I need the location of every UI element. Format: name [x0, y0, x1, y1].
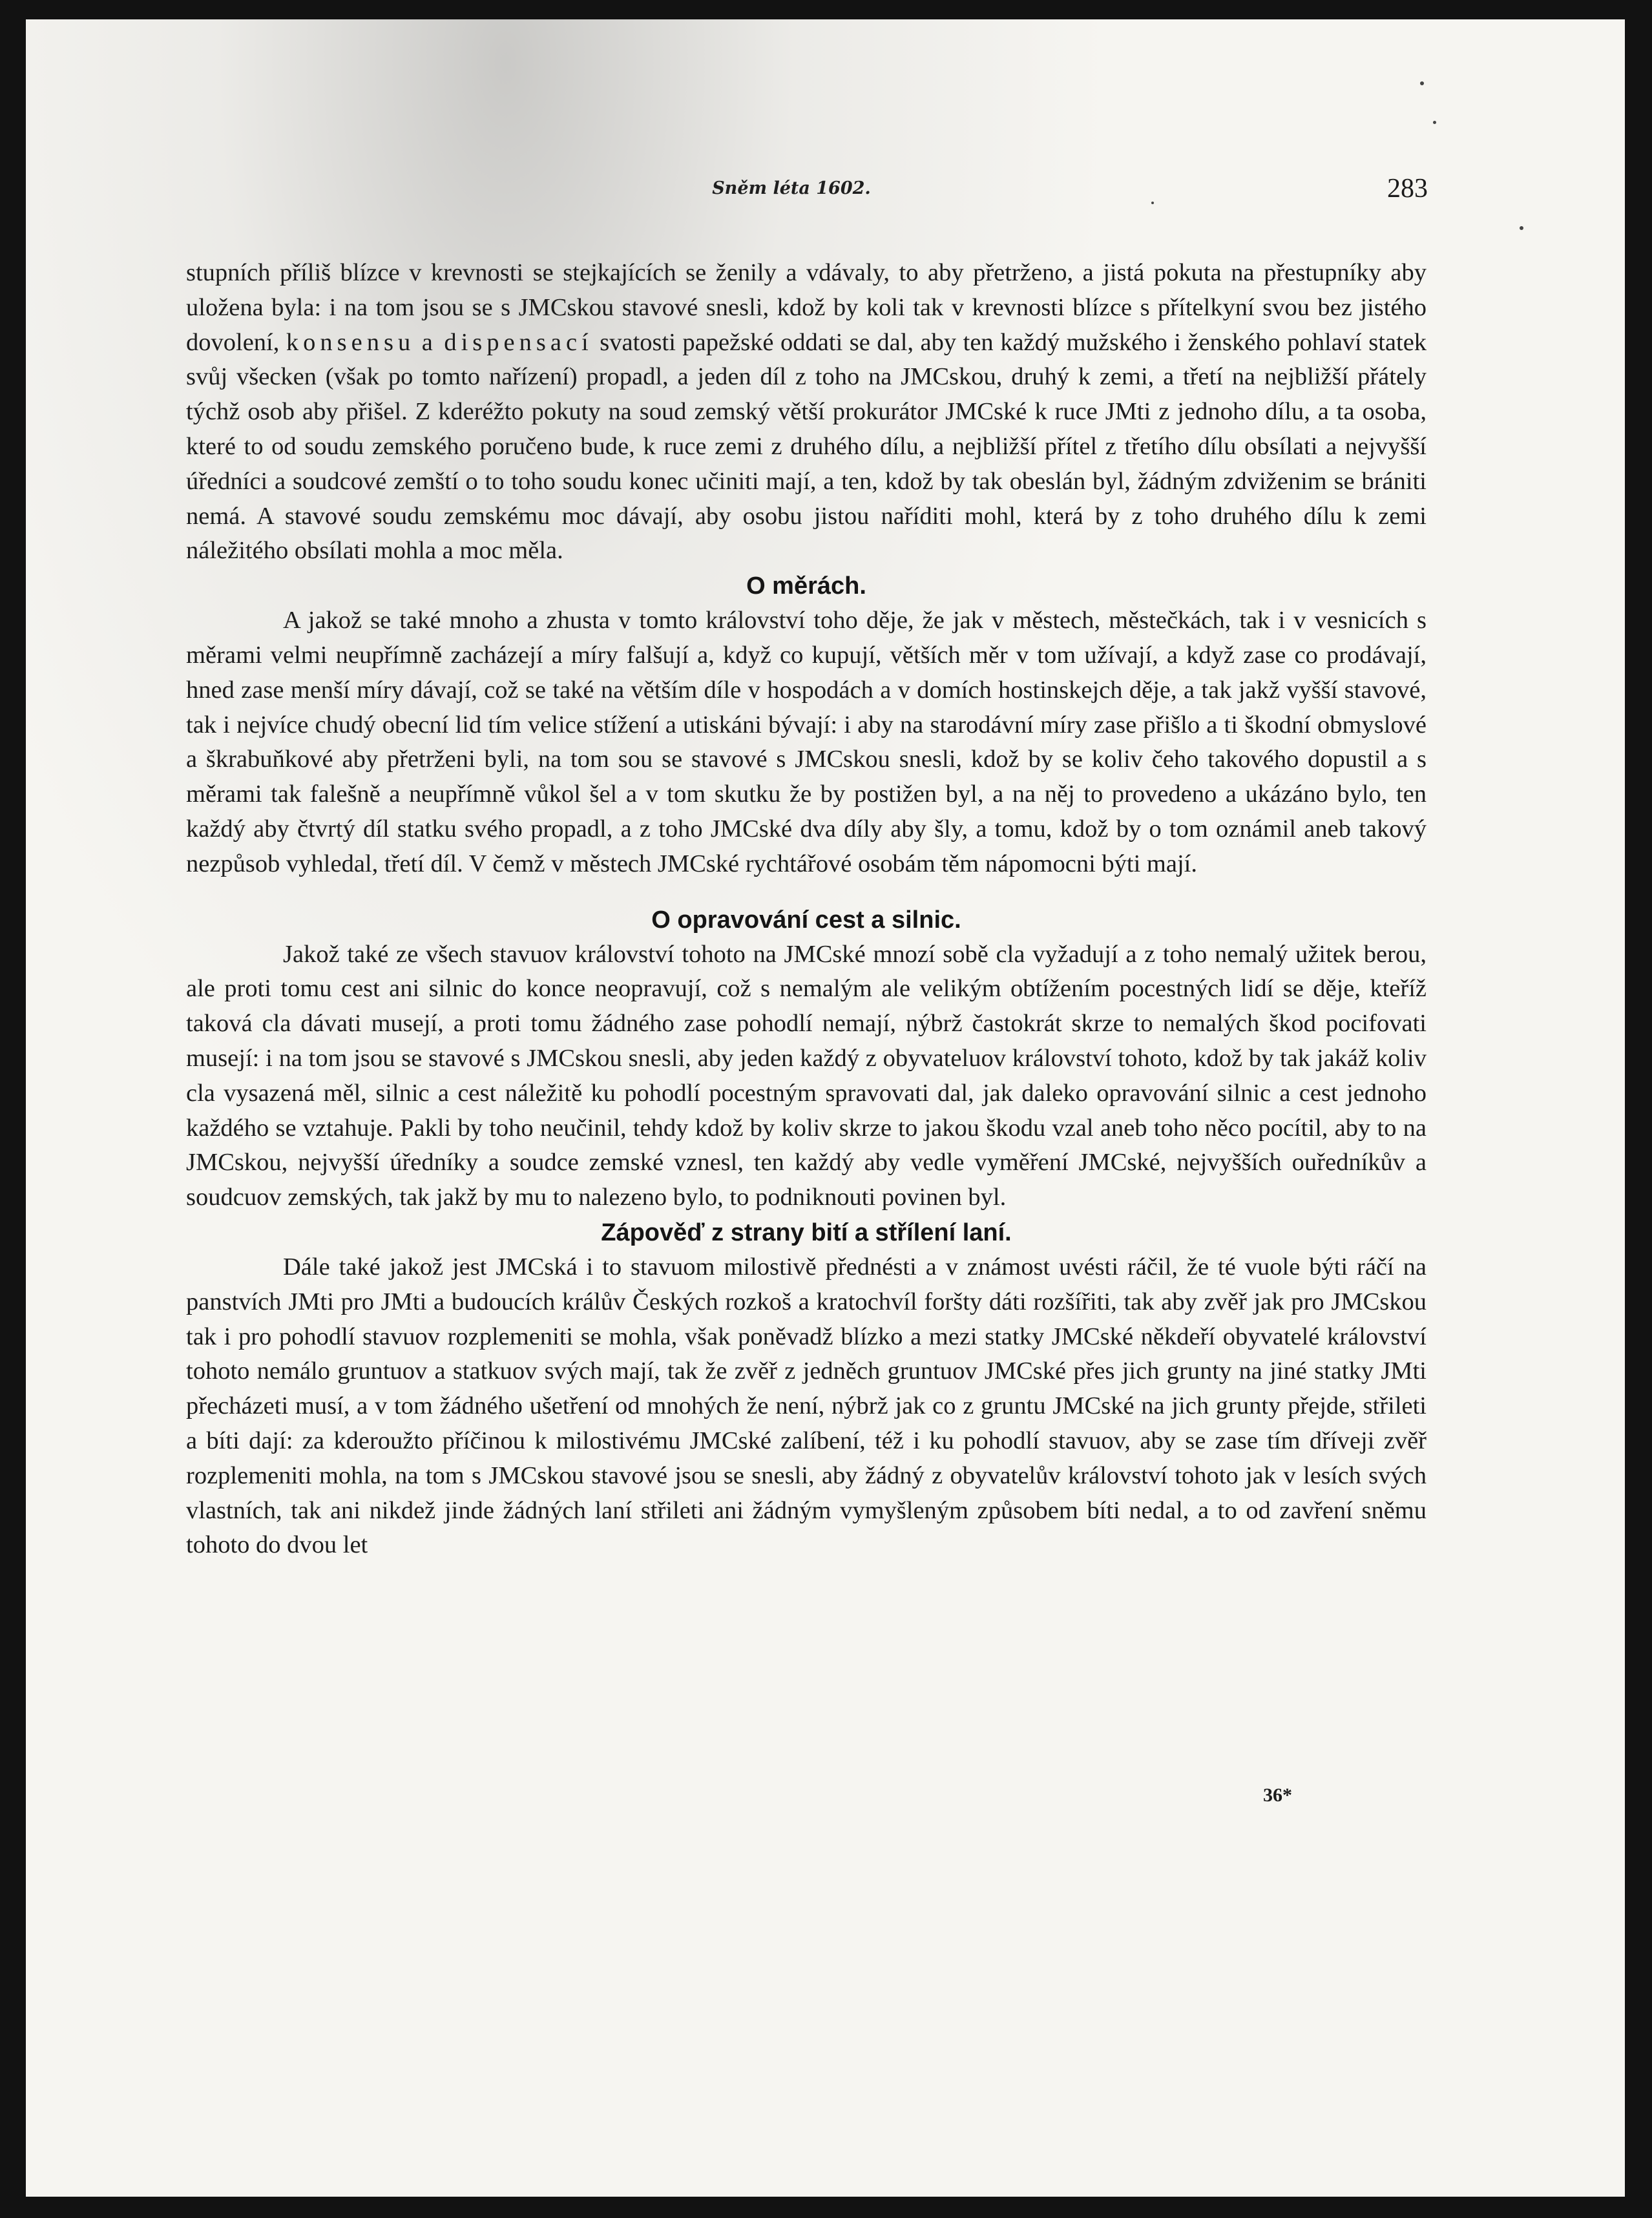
spaced-joiner: a — [421, 328, 437, 356]
dust-speck — [1420, 81, 1424, 85]
section-paragraph-cest: Jakož také ze všech stavuov království tohoto na JMCské mnozí sobě cla vyžadují a z toho nemalý užitek berou, ale proti tomu cest ani silnic do konce neopravují, což s nemalým ale velikým obtížením pocestných lidí se děje, kteříž taková cla dávati musejí, a proti tomu žádného zase pohodlí nemají, nýbrž častokrát skrze to nemalých škod pocifovati musejí: i na tom jsou se stavové s JMCskou snesli, aby jeden každý z obyvateluov království tohoto, kdož by tak jakáž koliv cla vysazená měl, silnic a cest náležitě ku pohodlí pocestným spravovati dal, jak daleko opravování silnic a cest jednoho každého se vztahuje. Pakli by toho neučinil, tehdy kdož by koliv skrze to jakou škodu vzal aneb toho něco pocítil, aby to na JMCskou, nejvyšší úředníky a soudce zemské vznesl, ten každý aby vedle vyměření JMCské, nejvyšších ouředníkův a soudcuov zemských, tak jakž by mu to nalezeno bylo, to podniknouti povinen byl. — [186, 940, 1427, 1211]
page-number: 283 — [1387, 174, 1428, 204]
dust-speck — [1433, 121, 1436, 124]
running-title: Sněm léta 1602. — [712, 178, 871, 198]
intro-text-end: svatosti papežské oddati se dal, aby ten každý mužského i ženského pohlaví statek svůj všecken (však po tomto nařízení) propadl, a jeden díl z toho na JMCskou, druhý k zemi, a třetí na nejbližší přátely týchž osob aby přišel. Z kderéžto pokuty na soud zemský větší prokurátor JMCské k ruce JMti z jednoho dílu, a ta osoba, které to od soudu zemského poručeno bude, k ruce zemi z druhého dílu, a nejbližší přítel z třetího dílu obsílati a nejvyšší úředníci a soudcové zemští o to toho soudu konec učiniti mají, a ten, kdož by tak obeslán byl, žádným zdviženim se brániti nemá. A stavové soudu zemskému moc dávají, aby osobu jistou naříditi mohl, která by z toho druhého dílu k zemi náležitého obsílati mohla a moc měla. — [186, 328, 1427, 565]
section-paragraph-lani: Dále také jakož jest JMCská i to stavuom milostivě přednésti a v známost uvésti ráčil, že té vuole býti ráčí na panstvích JMti pro JMti a budoucích králův Českých rozkoš a kratochvíl foršty dáti rozšířiti, tak aby zvěř jak pro JMCskou tak i pro pohodlí stavuov rozplemeniti se mohla, však poněvadž blízko a mezi statky JMCské někdeří obyvatelé království tohoto nemálo gruntuov a statkuov svých mají, tak že zvěř z jedněch gruntuov JMCské přes jich grunty na jiné statky JMti přecházeti musí, a v tom žádného ušetření od mnohých že není, nýbrž jak co z gruntu JMCské na jich grunty přejde, střileti a bíti dají: za kderoužto příčinou k milostivému JMCské zalíbení, též i ku pohodlí stavuov, aby se zase tím dříveji zvěř rozplemeniti mohla, na tom s JMCskou stavové jsou se snesli, aby žádný z obyvatelův království tohoto jak v lesích svých vlastních, tak ani nikdež jinde žádných laní střileti ani žádným vymyšleným způsobem bíti nedal, a to od zavření sněmu tohoto do dvou let — [186, 1253, 1427, 1559]
section-heading-merach: O měrách. — [746, 572, 866, 600]
page-header — [155, 173, 1428, 212]
section-paragraph-merach: A jakož se také mnoho a zhusta v tomto království toho děje, že jak v městech, městečkách, tak i v vesnicích s měrami velmi neupřímně zacházejí a míry falšují a, když co kupují, větších měr v tom užívají, a když zase co prodávají, hned zase menší míry dávají, což se také na větším díle v hospodách a v domích hostinskejch děje, a tak jakž vyšší stavové, tak i nejvíce chudý obecní lid tím velice stížení a utiskáni bývají: i aby na starodávní míry zase přišlo a ti škodní obmyslové a škrabuňkové aby přetrženi byli, na tom sou se stavové s JMCskou snesli, kdož by se koliv čeho takového dopustil a s měrami tak falešně a neupřímně vůkol šel a v tom skutku že by postižen byl, a na něj to provedeno a ukázáno bylo, ten každý aby čtvrtý díl statku svého propadl, a z toho JMCské dva díly aby šly, a tomu, kdož by o tom oznámil aneb takový nezpůsob vyhledal, třetí díl. V čemž v městech JMCské rychtářové osobám těm nápomocni býti mají. — [186, 607, 1427, 877]
section-heading-lani: Zápověď z strany bití a střílení laní. — [601, 1219, 1012, 1246]
spaced-term-konsensu: konsensu — [286, 328, 415, 356]
intro-paragraph — [186, 256, 1427, 569]
printer-signature-mark: 36* — [1263, 1784, 1292, 1806]
section-heading-cest: O opravování cest a silnic. — [651, 906, 961, 934]
intro-text: stupních příliš blízce v krevnosti se stejkajících se ženily a vdávaly, to aby přetrženo, a jistá pokuta na přestupníky aby uložena byla: i na tom jsou se s JMCskou stavové snesli, kdož by koli tak v krevnosti blízce s přítelkyní svou bez jistého dovolení, — [186, 259, 1427, 356]
dust-speck — [1520, 226, 1523, 230]
spaced-term-dispensaci: dispensací — [444, 328, 593, 356]
page-body — [186, 256, 1427, 1563]
